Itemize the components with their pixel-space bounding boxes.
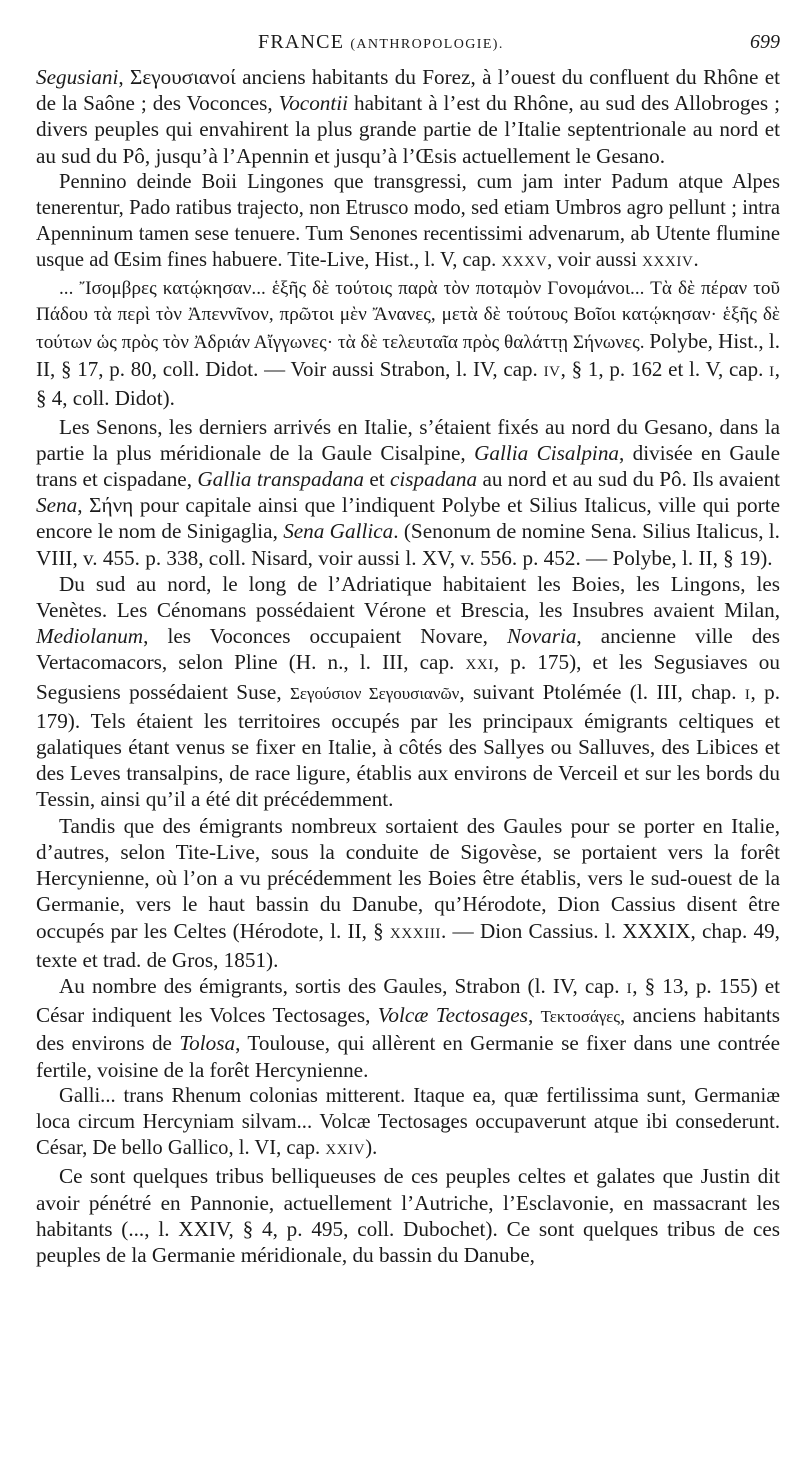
page-header [0,31,800,57]
paragraph: ... Ἴσομβρες κατῴκησαν... ἑξῆς δὲ τούτοις παρὰ τὸν ποταμὸν Γονομάνοι... Τὰ δὲ πέραν τοῦ Πάδου τὰ περὶ τὸν Ἀπεννῖνον, πρῶτοι μὲν Ἄνανες, μετὰ δὲ τούτους Βοῖοι κατῴκησαν· ἑξῆς δὲ τούτων ὡς πρὸς τὸν Ἀδριάν Αἴγγωνες· τὰ δὲ τελευταῖα πρὸς θαλάττῃ Σήνωνες. Polybe, Hist., l. II, § 17, p. 80, coll. Didot. — Voir aussi Strabon, l. IV, cap. IV, § 1, p. 162 et l. V, cap. I, § 4, coll. Didot). [36,277,780,411]
paragraph: Pennino deinde Boii Lingones que transgressi, cum jam inter Padum atque Alpes tenerentur, Pado ratibus trajecto, non Etrusco modo, sed etiam Umbros agro pellunt ; intra Apenninum tamen sese tenuere. Tum Senones recentissimi advenarum, ab Utente flumine usque ad Œsim fines habuere. Tite-Live, Hist., l. V, cap. XXXV, voir aussi XXXIV. [36,170,780,272]
page-number: 699 [750,31,780,53]
paragraph: Segusiani, Σεγουσιανοί anciens habitants du Forez, à l’ouest du confluent du Rhône et de la Saône ; des Voconces, Vocontii habitant à l’est du Rhône, au sud des Allobroges ; divers peuples qui envahirent la plus grande partie de l’Italie septentrionale au nord et au sud du Pô, jusqu’à l’Apennin et jusqu’à l’Œsis actuellement le Gesano. [36,65,780,168]
running-head [258,31,504,54]
body-text [36,64,780,1268]
paragraph: Du sud au nord, le long de l’Adriatique habitaient les Boies, les Lingons, les Venètes. Les Cénomans possédaient Vérone et Brescia, les Insubres avaient Milan, Mediolanum, les Voconces occupaient Novare, Novaria, ancienne ville des Vertacomacors, selon Pline (H. n., l. III, cap. XXI, p. 175), et les Segusiaves ou Segusiens possédaient Suse, Σεγούσιον Σεγουσιανῶν, suivant Ptolémée (l. III, chap. I, p. 179). Tels étaient les territoires occupés par les principaux émigrants celtiques et galatiques étant venus se fixer en Italie, à côtés des Sallyes ou Salluves, des Libices et des Leves transalpins, de race ligure, établis aux environs de Verceil et sur les bords du Tessin, ainsi qu’il a été dit précédemment. [36,571,781,812]
paragraph: Tandis que des émigrants nombreux sortaient des Gaules pour se porter en Italie, d’autres, selon Tite-Live, sous la conduite de Sigovèse, se portaient vers la forêt Hercynienne, où l’on a vu précédemment les Boies être établis, vers le sud-ouest de la Germanie, vers le haut bassin du Danube, qu’Hérodote, Dion Cassius disent être occupés par les Celtes (Hérodote, l. II, § XXXIII. — Dion Cassius. l. XXXIX, chap. 49, texte et trad. de Gros, 1851). [36,813,780,972]
paragraph: Au nombre des émigrants, sortis des Gaules, Strabon (l. IV, cap. I, § 13, p. 155) et César indiquent les Volces Tectosages, Volcæ Tectosages, Τεκτοσάγες, anciens habitants des environs de Tolosa, Toulouse, qui allèrent en Germanie se fixer dans une contrée fertile, voisine de la forêt Hercynienne. [36,973,780,1082]
paragraph: Galli... trans Rhenum colonias mitterent. Itaque ea, quæ fertilissima sunt, Germaniæ loca circum Hercyniam silvam... Volcæ Tectosages occupaverunt atque ibi consederunt. César, De bello Gallico, l. VI, cap. XXIV). [36,1084,780,1160]
running-head-subtitle: (ANTHROPOLOGIE). [350,37,504,52]
paragraph: Ce sont quelques tribus belliqueuses de ces peuples celtes et galates que Justin dit avoir pénétré en Pannonie, actuellement l’Autriche, l’Esclavonie, en massacrant les habitants (..., l. XXIV, § 4, p. 495, coll. Dubochet). Ce sont quelques tribus de ces peuples de la Germanie méridionale, du bassin du Danube, [36,1164,780,1267]
paragraph: Les Senons, les derniers arrivés en Italie, s’étaient fixés au nord du Gesano, dans la partie la plus méridionale de la Gaule Cisalpine, Gallia Cisalpina, divisée en Gaule trans et cispadane, Gallia transpadana et cispadana au nord et au sud du Pô. Ils avaient Sena, Σήνη pour capitale ainsi que l’indiquent Polybe et Silius Italicus, ville qui porte encore le nom de Sinigaglia, Sena Gallica. (Senonum de nomine Sena. Silius Italicus, l. VIII, v. 455. p. 338, coll. Nisard, voir aussi l. XV, v. 556. p. 452. — Polybe, l. II, § 19). [36,414,781,570]
running-head-title: FRANCE [258,31,345,53]
